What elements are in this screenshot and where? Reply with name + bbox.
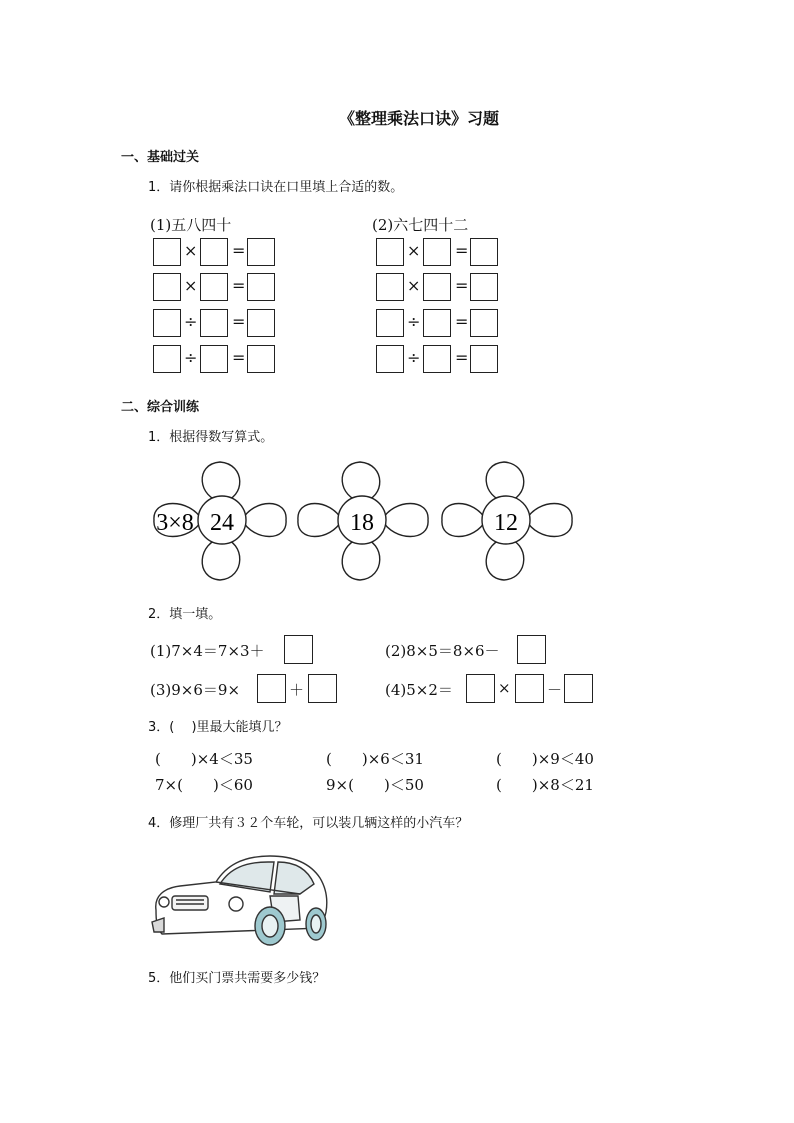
answer-box[interactable]: [200, 309, 228, 337]
fill-1-text: (1)7×4＝7×3＋: [150, 642, 265, 660]
flower-center-text: 24: [210, 510, 234, 536]
petal-right: [526, 504, 572, 537]
times-sign: ×: [184, 276, 198, 295]
plus-sign: ＋: [289, 681, 305, 699]
equals-sign: =: [232, 312, 246, 331]
answer-box[interactable]: [247, 345, 275, 373]
question-s2-4: 4．修理厂共有３２个车轮，可以装几辆这样的小汽车？: [148, 816, 469, 831]
question-s2-5: 5．他们买门票共需要多少钱？: [148, 971, 326, 986]
answer-box[interactable]: [153, 309, 181, 337]
divide-sign: ÷: [184, 312, 198, 331]
divide-sign: ÷: [407, 348, 421, 367]
inequality-2: ( )×6＜31: [326, 750, 424, 768]
question-s2-3: 3．( )里最大能填几？: [148, 720, 288, 735]
answer-box[interactable]: [564, 674, 593, 703]
flower-center-text: 12: [494, 510, 518, 536]
answer-box[interactable]: [247, 309, 275, 337]
equals-sign: =: [455, 276, 469, 295]
answer-box[interactable]: [308, 674, 337, 703]
question-s2-1: 1．根据得数写算式。: [148, 430, 274, 445]
answer-box[interactable]: [200, 345, 228, 373]
left-label: (1)五八四十: [150, 216, 232, 234]
inequality-1: ( )×4＜35: [155, 750, 253, 768]
right-label: (2)六七四十二: [372, 216, 469, 234]
times-sign: ×: [407, 241, 421, 260]
inequality-4: 7×( )＜60: [155, 776, 253, 794]
flower-3: [438, 458, 578, 582]
answer-box[interactable]: [423, 345, 451, 373]
answer-box[interactable]: [423, 238, 451, 266]
fill-3-text: (3)9×6＝9×: [150, 681, 241, 699]
answer-box[interactable]: [423, 273, 451, 301]
answer-box[interactable]: [470, 345, 498, 373]
inequality-6: ( )×8＜21: [496, 776, 594, 794]
fill-4-text: (4)5×2＝: [385, 681, 453, 699]
equals-sign: =: [455, 312, 469, 331]
inequality-5: 9×( )＜50: [326, 776, 424, 794]
answer-box[interactable]: [257, 674, 286, 703]
answer-box[interactable]: [517, 635, 546, 664]
page-title: 《整理乘法口诀》习题: [338, 109, 499, 128]
petal-left: [298, 504, 342, 537]
answer-box[interactable]: [200, 273, 228, 301]
fill-2-text: (2)8×5＝8×6－: [385, 642, 500, 660]
car-illustration: [150, 848, 330, 948]
answer-box[interactable]: [376, 345, 404, 373]
times-sign: ×: [407, 276, 421, 295]
answer-box[interactable]: [515, 674, 544, 703]
answer-box[interactable]: [284, 635, 313, 664]
petal-right: [242, 504, 286, 537]
equals-sign: =: [232, 348, 246, 367]
equals-sign: =: [455, 241, 469, 260]
answer-box[interactable]: [470, 273, 498, 301]
answer-box[interactable]: [376, 238, 404, 266]
answer-box[interactable]: [470, 309, 498, 337]
answer-box[interactable]: [153, 273, 181, 301]
flower-left-text: 3×8: [156, 510, 194, 536]
divide-sign: ÷: [407, 312, 421, 331]
divide-sign: ÷: [184, 348, 198, 367]
answer-box[interactable]: [153, 238, 181, 266]
section-heading-1: 一、基础过关: [121, 150, 200, 165]
section-heading-2: 二、综合训练: [121, 400, 200, 415]
answer-box[interactable]: [470, 238, 498, 266]
answer-box[interactable]: [247, 238, 275, 266]
answer-box[interactable]: [376, 273, 404, 301]
inequality-3: ( )×9＜40: [496, 750, 594, 768]
equals-sign: =: [232, 276, 246, 295]
flower-2: [294, 458, 434, 582]
petal-left: [442, 504, 486, 537]
question-s2-2: 2．填一填。: [148, 607, 222, 622]
answer-box[interactable]: [376, 309, 404, 337]
answer-box[interactable]: [247, 273, 275, 301]
question-s1-1: 1．请你根据乘法口诀在口里填上合适的数。: [148, 180, 404, 195]
answer-box[interactable]: [423, 309, 451, 337]
answer-box[interactable]: [200, 238, 228, 266]
times-sign: ×: [498, 679, 511, 697]
answer-box[interactable]: [466, 674, 495, 703]
times-sign: ×: [184, 241, 198, 260]
flower-1: [150, 458, 290, 582]
flower-center-text: 18: [350, 510, 374, 536]
petal-right: [382, 504, 428, 537]
minus-sign: －: [547, 681, 563, 699]
equals-sign: =: [455, 348, 469, 367]
equals-sign: =: [232, 241, 246, 260]
answer-box[interactable]: [153, 345, 181, 373]
